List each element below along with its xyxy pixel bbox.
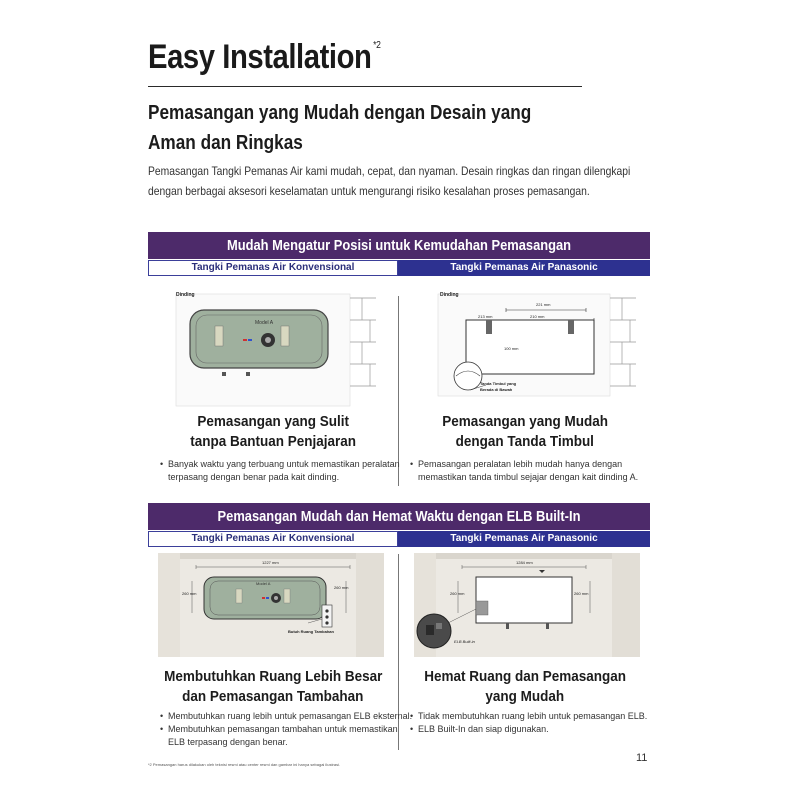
list-item: • Tidak membutuhkan ruang lebih untuk pemasangan ELB.	[410, 710, 647, 723]
section1-right-caption: Pemasangan yang Mudah dengan Tanda Timbul	[442, 413, 608, 450]
section1-column-headers	[148, 260, 650, 276]
section1-right-bullets	[410, 458, 638, 484]
section2-left-diagram	[158, 553, 384, 657]
elb-built-in-label: ELB Built-in	[454, 639, 475, 644]
dim-side-label: 100 mm	[504, 346, 519, 351]
section1-left-diagram	[170, 290, 376, 408]
section1-left-bullets	[160, 458, 400, 484]
dim-left-label: 260 mm	[450, 591, 465, 596]
section1-left-wall-label: Dinding	[176, 292, 195, 298]
section2-left-caption: Membutuhkan Ruang Lebih Besar dan Pemasangan Tambahan	[163, 668, 383, 705]
page-number: 11	[636, 752, 648, 764]
section1-right-wall-label: Dinding	[440, 292, 459, 298]
section2-right-header: Tangki Pemanas Air Panasonic	[398, 531, 650, 547]
extra-space-callout: Butuh Ruang Tambahan	[288, 629, 334, 634]
section1-banner: Mudah Mengatur Posisi untuk Kemudahan Pemasangan	[148, 232, 650, 259]
list-item: • Pemasangan peralatan lebih mudah hanya dengan memastikan tanda timbul sejajar dengan kait dinding A.	[410, 458, 638, 484]
section1-left-header: Tangki Pemanas Air Konvensional	[148, 260, 398, 276]
page-subtitle: Pemasangan yang Mudah dengan Desain yang Aman dan Ringkas	[148, 102, 532, 154]
section2-left-bullets	[160, 710, 412, 749]
section1-right-diagram	[436, 290, 636, 408]
list-item: • Membutuhkan ruang lebih untuk pemasangan ELB eksternal.	[160, 710, 412, 723]
dim-right-label: 260 mm	[574, 591, 589, 596]
section1-right-header: Tangki Pemanas Air Panasonic	[398, 260, 650, 276]
section2-column-headers	[148, 531, 650, 547]
section1-left-caption: Pemasangan yang Sulit tanpa Bantuan Penjajaran	[190, 413, 356, 450]
section1-left-heater-label: Model A	[255, 320, 274, 326]
emboss-mark-callout: Tanda Timbul yang Berada di Bawah	[480, 381, 517, 392]
section2-left-heater-label: Model A	[256, 581, 271, 586]
dim-top-label: 1227 mm	[262, 560, 279, 565]
section2-banner: Pemasangan Mudah dan Hemat Waktu dengan ELB Built-In	[148, 503, 650, 530]
section2-left-header: Tangki Pemanas Air Konvensional	[148, 531, 398, 547]
title-rule	[148, 86, 582, 87]
list-item: • ELB Built-In dan siap digunakan.	[410, 723, 647, 736]
section2-right-diagram	[414, 553, 640, 657]
list-item: • Membutuhkan pemasangan tambahan untuk memastikan ELB terpasang dengan benar.	[160, 723, 412, 749]
dim-left-label: 260 mm	[182, 591, 197, 596]
list-item: • Banyak waktu yang terbuang untuk memastikan peralatan terpasang dengan benar pada kait dinding.	[160, 458, 400, 484]
dim-top-label: 221 mm	[536, 302, 551, 307]
section2-right-bullets	[410, 710, 647, 736]
page-title: Easy Installation $^{*2}$	[148, 38, 381, 76]
dim-left-label: 213 mm	[478, 314, 493, 319]
footnote: *2 Pemasangan harus dilakukan oleh teknisi resmi atau center resmi dan gambar ini hanya sebagai ilustrasi.	[148, 762, 341, 767]
dim-top-label: 1284 mm	[516, 560, 533, 565]
title-footnote-marker: *2	[373, 40, 381, 51]
dim-right-label: 260 mm	[334, 585, 349, 590]
section2-right-caption: Hemat Ruang dan Pemasangan yang Mudah	[424, 668, 626, 705]
intro-paragraph: Pemasangan Tangki Pemanas Air kami mudah, cepat, dan nyaman. Desain ringkas dan ringan dilengkapi dengan berbagai aksesori keselamatan untuk mengurangi risiko kesalahan proses pemasangan.	[148, 164, 631, 198]
dim-mid-label: 210 mm	[530, 314, 545, 319]
